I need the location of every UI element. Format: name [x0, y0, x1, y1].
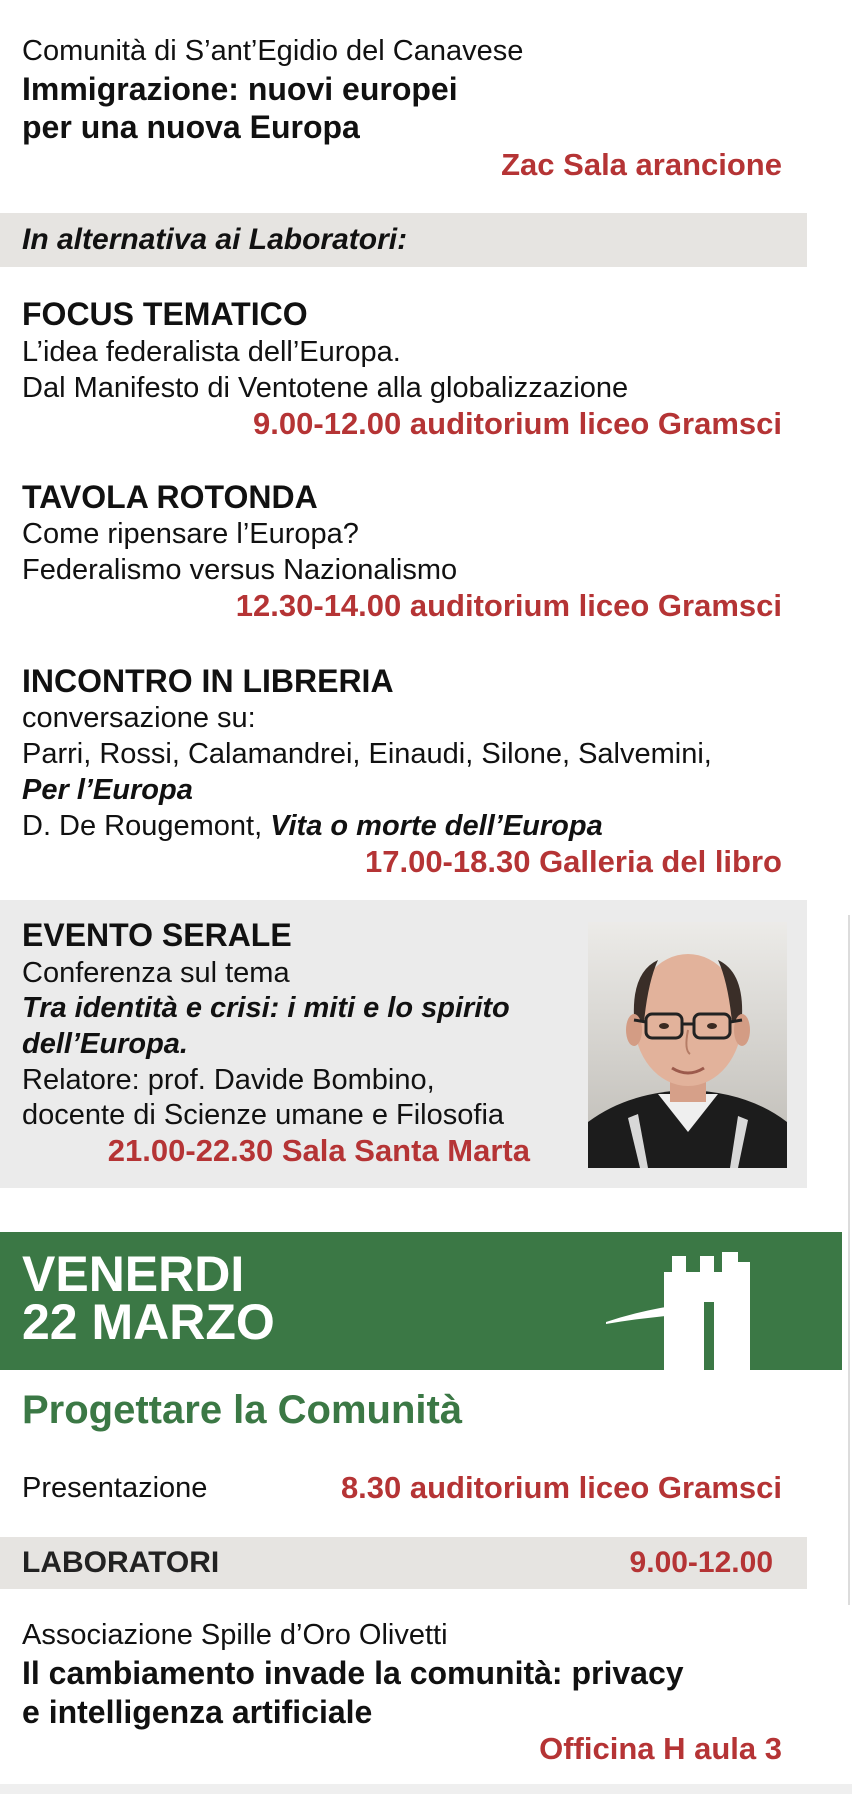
laboratori-time: 9.00-12.00: [629, 1546, 773, 1579]
serale-line3: dell’Europa.: [22, 1028, 188, 1060]
org-name: Comunità di S’ant’Egidio del Canavese: [22, 35, 524, 67]
alternative-band-label: In alternativa ai Laboratori:: [22, 223, 408, 256]
spille-place: Officina H aula 3: [539, 1731, 782, 1766]
libreria-line3: Per l’Europa: [22, 774, 193, 806]
spille-title-line2: e intelligenza artificiale: [22, 1694, 373, 1730]
presentazione-label: Presentazione: [22, 1472, 208, 1504]
libreria-line4-italic: Vita o morte dell’Europa: [270, 810, 603, 842]
laboratori-label: LABORATORI: [22, 1546, 220, 1579]
serale-line5: docente di Scienze umane e Filosofia: [22, 1099, 505, 1131]
speaker-photo: [588, 922, 787, 1168]
libreria-line4: [22, 808, 603, 844]
serale-line2: Tra identità e crisi: i miti e lo spirito: [22, 992, 510, 1024]
libreria-line1: conversazione su:: [22, 702, 256, 734]
serale-line1: Conferenza sul tema: [22, 957, 290, 989]
serale-when: 21.00-22.30 Sala Santa Marta: [107, 1133, 530, 1168]
focus-heading: FOCUS TEMATICO: [22, 296, 308, 332]
focus-when: 9.00-12.00 auditorium liceo Gramsci: [253, 406, 782, 441]
presentazione-when: 8.30 auditorium liceo Gramsci: [340, 1470, 782, 1505]
day-banner-line2: 22 MARZO: [22, 1294, 275, 1350]
tavola-heading: TAVOLA ROTONDA: [22, 479, 318, 515]
focus-line2: Dal Manifesto di Ventotene alla globalizzazione: [22, 372, 629, 404]
serale-heading: EVENTO SERALE: [22, 917, 292, 953]
libreria-line4-plain: D. De Rougemont,: [22, 810, 271, 842]
libreria-when: 17.00-18.30 Galleria del libro: [364, 844, 782, 879]
alternative-band: [0, 213, 807, 267]
section-title: Progettare la Comunità: [22, 1388, 463, 1432]
focus-line1: L’idea federalista dell’Europa.: [22, 336, 401, 368]
event-title-line1: Immigrazione: nuovi europei: [22, 71, 458, 107]
serale-line4: Relatore: prof. Davide Bombino,: [22, 1064, 435, 1096]
tavola-line2: Federalismo versus Nazionalismo: [22, 554, 458, 586]
event-title-line2: per una nuova Europa: [22, 109, 360, 145]
right-edge-line: [848, 915, 850, 1605]
event-place: Zac Sala arancione: [501, 147, 782, 182]
laboratori-band: [0, 1537, 807, 1589]
libreria-heading: INCONTRO IN LIBRERIA: [22, 663, 394, 699]
tavola-line1: Come ripensare l’Europa?: [22, 518, 359, 550]
spille-org: Associazione Spille d’Oro Olivetti: [22, 1619, 448, 1651]
day-banner: [0, 1232, 842, 1370]
tower-icon: [606, 1242, 786, 1370]
spille-title-line1: Il cambiamento invade la comunità: privacy: [22, 1655, 684, 1691]
tavola-when: 12.30-14.00 auditorium liceo Gramsci: [235, 588, 782, 623]
libreria-line2: Parri, Rossi, Calamandrei, Einaudi, Silone, Salvemini,: [22, 738, 712, 770]
speaker-portrait-icon: [588, 922, 787, 1168]
day-banner-line1: VENERDI: [22, 1246, 245, 1302]
bottom-strip: [0, 1784, 852, 1794]
